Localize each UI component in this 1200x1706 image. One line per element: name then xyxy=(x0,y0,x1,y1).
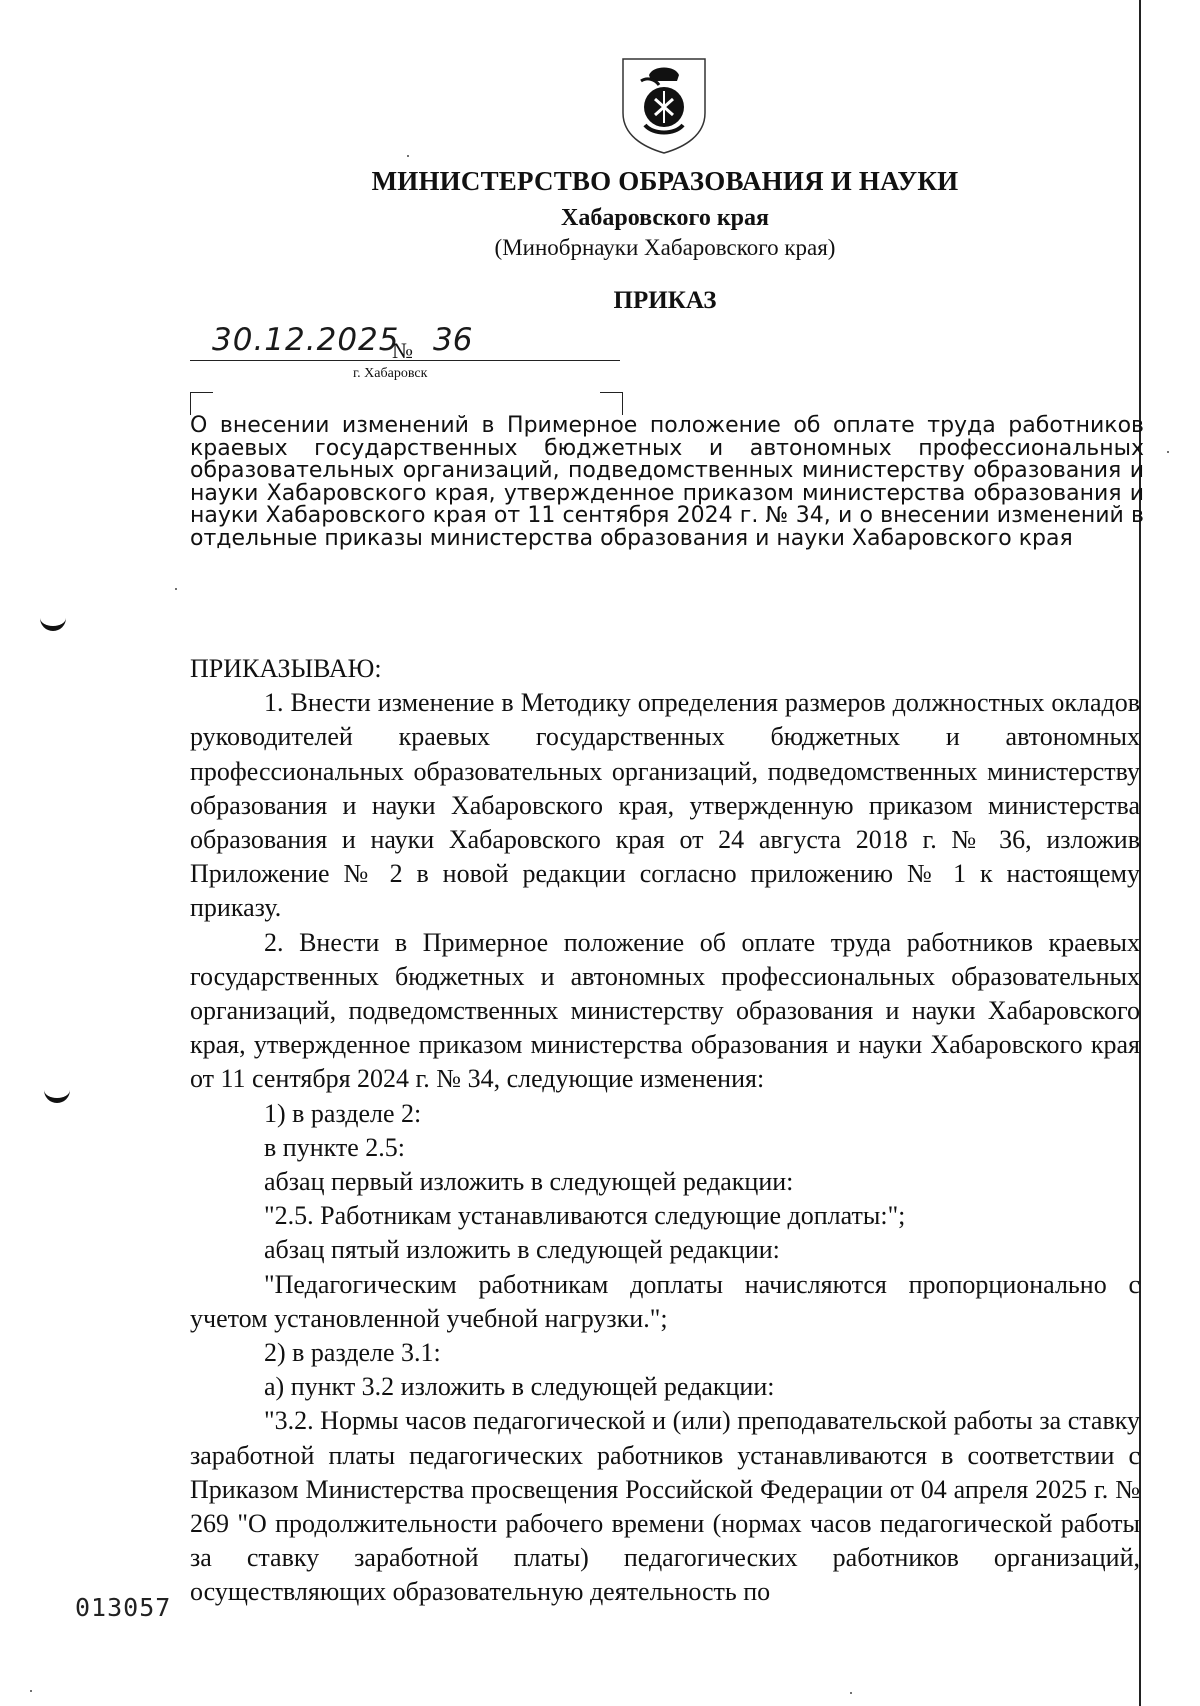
title-corner-right xyxy=(600,392,623,415)
command-word: ПРИКАЗЫВАЮ: xyxy=(190,654,382,683)
binding-hole-mark xyxy=(44,1084,70,1103)
paragraph-1: 1. Внести изменение в Методику определения размеров должностных окладов руководителей краевых государственных бюджетных и автономных профессиональных образовательных организаций, подведомственных министерству образования и науки Хабаровского края, утвержденную приказом министерства образования и науки Хабаровского края от 24 августа 2018 г. № 36, изложив Приложение № 2 в новой редакции согласно приложению № 1 к настоящему приказу. xyxy=(190,688,1140,923)
document-body xyxy=(190,652,1140,1610)
subitem-9: "3.2. Нормы часов педагогической и (или) преподавательской работы за ставку заработной платы педагогических работников устанавливаются в соответствии с Приказом Министерства просвещения Российской Федерации от 04 апреля 2025 г. № 269 "О продолжительности рабочего времени (нормах часов педагогической работы за ставку заработной платы) педагогических работников организаций, осуществляющих образовательную деятельность по xyxy=(190,1406,1140,1607)
scan-speck xyxy=(175,588,177,590)
scan-speck xyxy=(850,1692,852,1694)
binding-hole-mark xyxy=(40,612,66,631)
paragraph-2: 2. Внести в Примерное положение об оплате труда работников краевых государственных бюджетных и автономных профессиональных образовательных организаций, подведомственных министерству образования и науки Хабаровского края, утвержденное приказом министерства образования и науки Хабаровского края от 11 сентября 2024 г. № 34, следующие изменения: xyxy=(190,927,1140,1094)
handwritten-number: 36 xyxy=(433,322,473,358)
handwritten-date: 30.12.2025 xyxy=(212,322,400,358)
scan-speck xyxy=(407,155,409,157)
ministry-short-name: (Минобрнауки Хабаровского края) xyxy=(494,235,836,260)
subitem-8: а) пункт 3.2 изложить в следующей редакции: xyxy=(264,1372,775,1402)
subitem-6: "Педагогическим работникам доплаты начисляются пропорционально с учетом установленной учебной нагрузки."; xyxy=(190,1269,1140,1333)
coat-of-arms-icon xyxy=(619,55,709,155)
region-name: Хабаровского края xyxy=(561,205,769,231)
subitem-7: 2) в разделе 3.1: xyxy=(264,1338,441,1368)
scan-speck xyxy=(30,1690,32,1692)
document-type: ПРИКАЗ xyxy=(613,287,717,314)
scan-speck xyxy=(1167,451,1169,453)
subitem-5: абзац пятый изложить в следующей редакции: xyxy=(264,1235,780,1265)
subitem-2: в пункте 2.5: xyxy=(264,1132,406,1162)
subitem-3: абзац первый изложить в следующей редакции: xyxy=(264,1167,794,1197)
document-title: О внесении изменений в Примерное положение об оплате труда работников краевых государственных бюджетных и автономных профессиональных образовательных организаций, подведомственных министерству образования и науки Хабаровского края, утвержденное приказом министерства образования и науки Хабаровского края от 11 сентября 2024 г. № 34, и о внесении изменений в отдельные приказы министерства образования и науки Хабаровского края xyxy=(190,413,1144,551)
subitem-1: 1) в разделе 2: xyxy=(264,1098,422,1128)
document-id: 013057 xyxy=(75,1593,172,1622)
number-label: № xyxy=(392,338,413,363)
ministry-name: МИНИСТЕРСТВО ОБРАЗОВАНИЯ И НАУКИ xyxy=(371,166,959,196)
city-label: г. Хабаровск xyxy=(353,366,428,381)
title-corner-left xyxy=(190,392,213,415)
subitem-4: "2.5. Работникам устанавливаются следующие доплаты:"; xyxy=(264,1201,906,1231)
